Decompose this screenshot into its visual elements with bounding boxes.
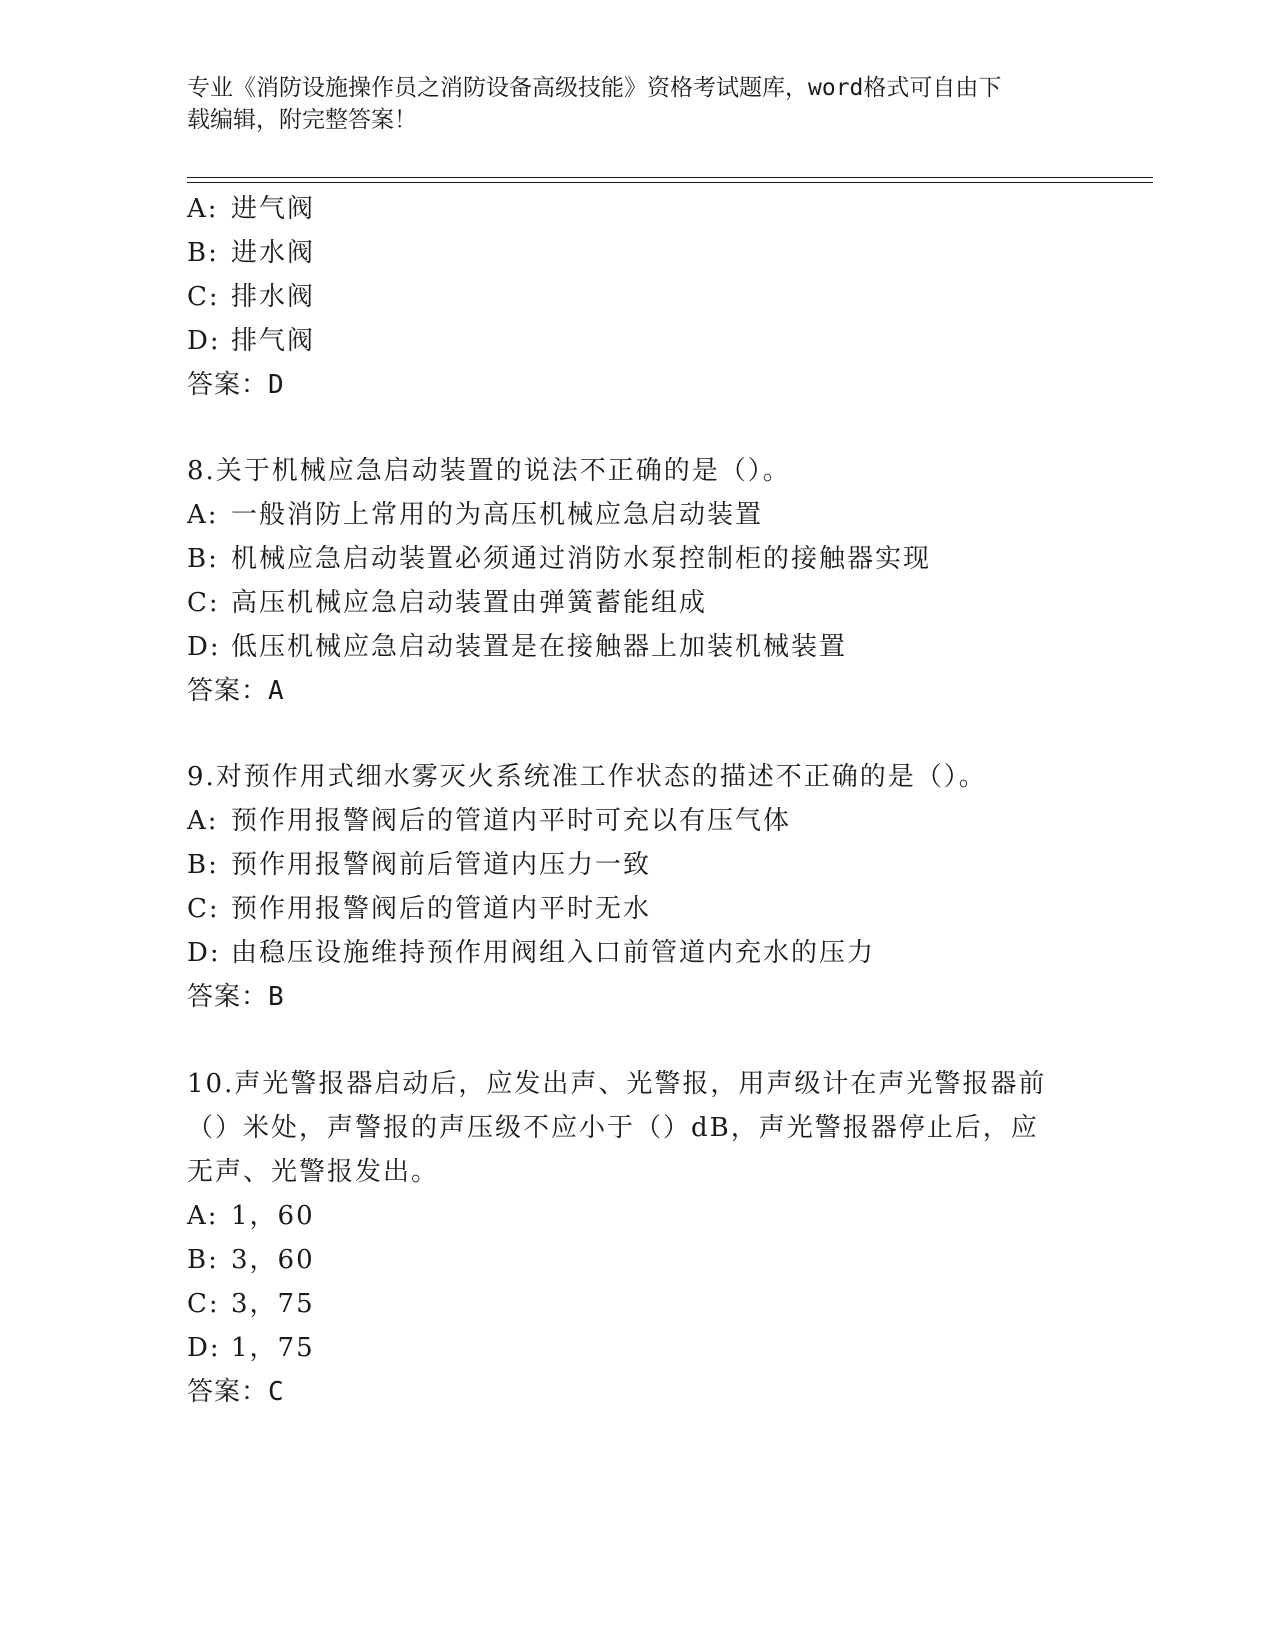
- q10-option-b-key: B:: [187, 1245, 219, 1275]
- q9-answer: [187, 982, 285, 1012]
- q10-stem-line-3: 无声、光警报发出。: [187, 1157, 440, 1187]
- q8-option-a: [187, 500, 763, 530]
- q9-option-b: [187, 850, 651, 880]
- q8-option-c-text: 高压机械应急启动装置由弹簧蓄能组成: [231, 588, 708, 618]
- q9-option-c: [187, 894, 651, 924]
- q9-option-a-text: 预作用报警阀后的管道内平时可充以有压气体: [231, 806, 792, 836]
- q9-option-d: [187, 938, 875, 968]
- q8-option-c-key: C:: [187, 588, 220, 618]
- q10-option-c-key: C:: [187, 1289, 220, 1319]
- q8-option-d-text: 低压机械应急启动装置是在接触器上加装机械装置: [231, 632, 848, 662]
- q7-option-b-key: B:: [187, 238, 219, 268]
- q9-option-a-key: A:: [187, 806, 219, 836]
- header-rule-bottom: [187, 182, 1153, 183]
- header-line-2: 载编辑，附完整答案！: [187, 107, 417, 133]
- q9-answer-label: 答案：: [187, 982, 269, 1012]
- q9-option-d-key: D:: [187, 938, 221, 968]
- q10-answer: [187, 1377, 285, 1407]
- q7-option-a-key: A:: [187, 194, 219, 224]
- q7-option-a: [187, 194, 315, 224]
- q10-option-c-text: 3，75: [231, 1289, 315, 1319]
- q9-option-c-text: 预作用报警阀后的管道内平时无水: [231, 894, 652, 924]
- q10-option-a: [187, 1201, 315, 1231]
- header-rule-top: [187, 177, 1153, 178]
- q8-option-a-text: 一般消防上常用的为高压机械应急启动装置: [231, 500, 764, 530]
- q10-option-d-key: D:: [187, 1333, 221, 1363]
- q7-option-d: [187, 326, 315, 356]
- q8-answer-label: 答案：: [187, 676, 269, 706]
- q8-option-b-key: B:: [187, 544, 219, 574]
- q8-option-a-key: A:: [187, 500, 219, 530]
- q9-option-a: [187, 806, 791, 836]
- q10-answer-label: 答案：: [187, 1377, 269, 1407]
- q8-answer-value: A: [268, 676, 285, 706]
- q9-option-c-key: C:: [187, 894, 220, 924]
- q8-option-b-text: 机械应急启动装置必须通过消防水泵控制柜的接触器实现: [231, 544, 932, 574]
- q7-answer-label: 答案：: [187, 370, 269, 400]
- document-header: [187, 72, 1087, 136]
- q10-option-d-text: 1，75: [231, 1333, 315, 1363]
- q8-answer: [187, 676, 285, 706]
- q10-option-c: [187, 1289, 315, 1319]
- q10-answer-value: C: [268, 1377, 285, 1407]
- header-line-1: 专业《消防设施操作员之消防设备高级技能》资格考试题库，word格式可自由下: [187, 75, 1002, 101]
- q7-answer-value: D: [268, 370, 285, 400]
- q10-stem-line-2: （）米处，声警报的声压级不应小于（）dB，声光警报器停止后，应: [187, 1113, 1039, 1143]
- q8-option-d-key: D:: [187, 632, 221, 662]
- q8-option-d: [187, 632, 847, 662]
- q10-option-a-key: A:: [187, 1201, 219, 1231]
- q7-option-c: [187, 282, 315, 312]
- q8-option-c: [187, 588, 707, 618]
- q10-stem-line-1: 10.声光警报器启动后，应发出声、光警报，用声级计在声光警报器前: [187, 1069, 1047, 1099]
- q7-option-b: [187, 238, 315, 268]
- q8-option-b: [187, 544, 931, 574]
- q10-option-b-text: 3，60: [231, 1245, 315, 1275]
- q9-option-d-text: 由稳压设施维持预作用阀组入口前管道内充水的压力: [231, 938, 876, 968]
- q8-stem: 8.关于机械应急启动装置的说法不正确的是（）。: [187, 456, 791, 486]
- q10-option-b: [187, 1245, 315, 1275]
- q10-option-a-text: 1，60: [231, 1201, 315, 1231]
- q7-option-b-text: 进水阀: [231, 238, 316, 268]
- q9-answer-value: B: [268, 982, 285, 1012]
- q7-answer: [187, 370, 285, 400]
- q9-option-b-text: 预作用报警阀前后管道内压力一致: [231, 850, 652, 880]
- q7-option-d-key: D:: [187, 326, 221, 356]
- q10-option-d: [187, 1333, 315, 1363]
- q9-option-b-key: B:: [187, 850, 219, 880]
- q7-option-a-text: 进气阀: [231, 194, 316, 224]
- q7-option-c-text: 排水阀: [231, 282, 316, 312]
- q9-stem: 9.对预作用式细水雾灭火系统准工作状态的描述不正确的是（）。: [187, 762, 987, 792]
- q7-option-c-key: C:: [187, 282, 220, 312]
- q7-option-d-text: 排气阀: [231, 326, 316, 356]
